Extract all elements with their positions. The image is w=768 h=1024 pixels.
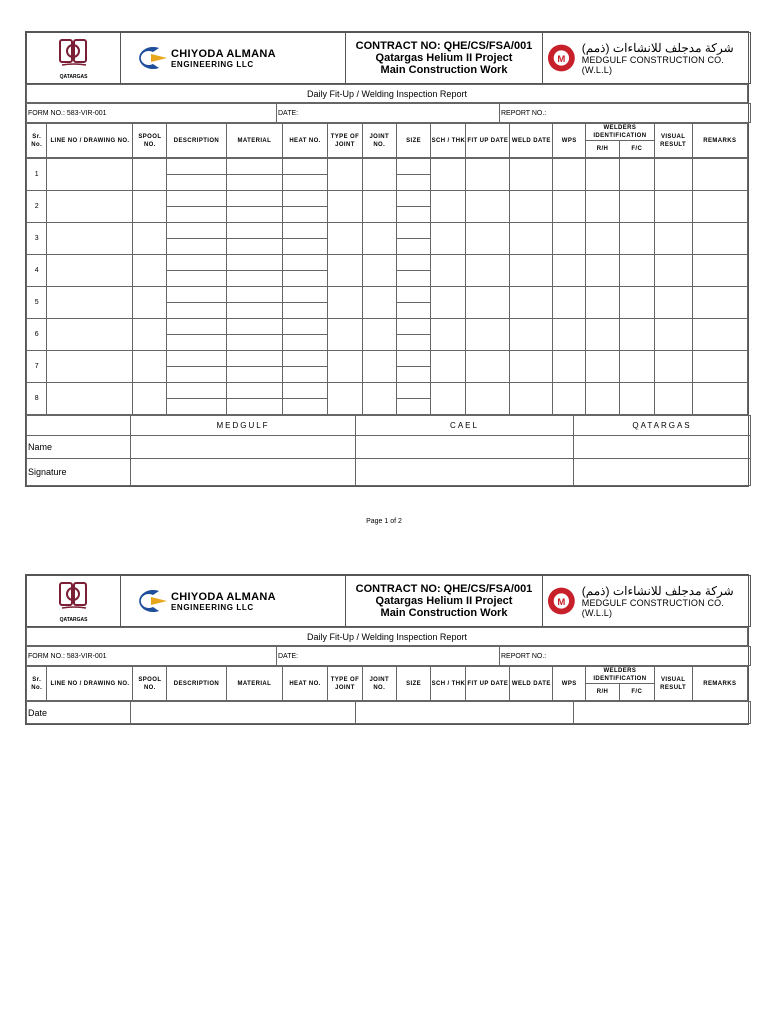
col-line-no: LINE NO / DRAWING NO. [47, 667, 133, 701]
table-cell[interactable] [586, 159, 620, 191]
inspection-table [26, 123, 748, 158]
table-cell[interactable] [396, 159, 431, 191]
table-cell[interactable] [167, 351, 226, 383]
table-cell[interactable] [47, 159, 133, 191]
table-cell[interactable] [133, 319, 167, 351]
table-cell[interactable] [226, 319, 282, 351]
party-medgulf: MEDGULF [131, 416, 356, 436]
col-material: MATERIAL [226, 124, 282, 158]
table-cell[interactable] [619, 319, 654, 351]
table-row [27, 351, 748, 383]
date-row-table [26, 701, 751, 724]
table-cell[interactable] [328, 287, 363, 319]
signoff-blank-header [27, 416, 131, 436]
table-cell[interactable] [133, 351, 167, 383]
company-sub: ENGINEERING LLC [171, 59, 254, 69]
col-type-of-joint: TYPE OF JOINT [328, 667, 363, 701]
table-cell[interactable] [619, 223, 654, 255]
company-name: CHIYODA ALMANA [171, 590, 276, 603]
table-cell[interactable] [283, 255, 328, 287]
medgulf-english-name: MEDGULF CONSTRUCTION CO. (W.L.L) [581, 598, 725, 618]
table-cell[interactable] [133, 191, 167, 223]
form-no-field: FORM NO.: 583-VIR-001 [27, 104, 277, 123]
table-cell[interactable] [167, 319, 226, 351]
table-row [27, 191, 748, 223]
table-cell[interactable] [226, 287, 282, 319]
form-sheet-1 [25, 31, 749, 487]
table-cell[interactable] [586, 223, 620, 255]
table-cell[interactable] [586, 351, 620, 383]
header-table [26, 32, 751, 84]
medgulf-logo-icon [547, 586, 576, 616]
table-cell[interactable] [167, 159, 226, 191]
table-cell[interactable] [328, 223, 363, 255]
col-material: MATERIAL [226, 667, 282, 701]
table-cell[interactable] [431, 223, 466, 255]
name-cael-field[interactable] [356, 436, 574, 459]
col-sr-no: Sr. No. [27, 124, 47, 158]
table-cell[interactable] [283, 319, 328, 351]
table-cell[interactable] [654, 191, 692, 223]
title-table-2 [26, 627, 748, 646]
medgulf-cell [543, 33, 751, 84]
table-cell[interactable] [466, 159, 510, 191]
table-row [27, 383, 748, 415]
table-cell[interactable] [47, 319, 133, 351]
company-name: CHIYODA ALMANA [171, 47, 276, 60]
table-cell[interactable] [362, 287, 396, 319]
page-number: Page 1 of 2 [366, 518, 402, 525]
table-cell[interactable] [396, 287, 431, 319]
report-title: Daily Fit-Up / Welding Inspection Report [27, 628, 748, 646]
table-cell[interactable] [283, 191, 328, 223]
col-size: SIZE [396, 124, 431, 158]
table-cell[interactable] [553, 255, 586, 287]
chiyoda-logo-cell-2 [121, 576, 346, 627]
table-cell[interactable] [510, 191, 553, 223]
table-cell[interactable] [133, 223, 167, 255]
signature-medgulf-field[interactable] [131, 459, 356, 486]
table-cell[interactable] [431, 383, 466, 415]
table-cell[interactable] [226, 159, 282, 191]
table-cell[interactable] [226, 383, 282, 415]
party-cael: CAEL [356, 416, 574, 436]
table-cell[interactable] [226, 191, 282, 223]
table-cell[interactable] [692, 223, 747, 255]
table-cell[interactable] [553, 191, 586, 223]
table-cell[interactable] [167, 223, 226, 255]
table-cell[interactable] [586, 255, 620, 287]
qatargas-logo-icon [54, 579, 94, 619]
medgulf-logo-icon [547, 43, 576, 73]
table-cell[interactable] [586, 383, 620, 415]
name-medgulf-field[interactable] [131, 436, 356, 459]
rows-body [27, 159, 748, 415]
col-fitup-date: FIT UP DATE [466, 124, 510, 158]
table-cell[interactable] [396, 191, 431, 223]
table-cell[interactable] [431, 351, 466, 383]
row-number: 5 [27, 287, 47, 319]
table-cell[interactable] [396, 319, 431, 351]
table-cell[interactable] [466, 351, 510, 383]
contract-no: CONTRACT NO: QHE/CS/FSA/001 [355, 583, 533, 595]
table-cell[interactable] [396, 383, 431, 415]
table-cell[interactable] [167, 383, 226, 415]
col-heat-no: HEAT NO. [283, 667, 328, 701]
report-title: Daily Fit-Up / Welding Inspection Report [27, 85, 748, 103]
table-cell[interactable] [328, 255, 363, 287]
col-rh: R/H [586, 141, 620, 158]
report-no-field[interactable]: REPORT NO.: [500, 647, 751, 666]
table-cell[interactable] [167, 191, 226, 223]
col-type-of-joint: TYPE OF JOINT [328, 124, 363, 158]
table-cell[interactable] [692, 319, 747, 351]
table-cell[interactable] [328, 351, 363, 383]
table-cell[interactable] [283, 287, 328, 319]
medgulf-english-name: MEDGULF CONSTRUCTION CO. (W.L.L) [581, 55, 725, 75]
table-row [27, 223, 748, 255]
form-no-field: FORM NO.: 583-VIR-001 [27, 647, 277, 666]
table-cell[interactable] [654, 287, 692, 319]
table-cell[interactable] [133, 287, 167, 319]
table-cell[interactable] [586, 319, 620, 351]
table-cell[interactable] [47, 351, 133, 383]
col-heat-no: HEAT NO. [283, 124, 328, 158]
table-cell[interactable] [226, 223, 282, 255]
signature-cael-field[interactable] [356, 459, 574, 486]
table-cell[interactable] [328, 319, 363, 351]
table-cell[interactable] [654, 383, 692, 415]
table-cell[interactable] [619, 287, 654, 319]
table-cell[interactable] [553, 383, 586, 415]
table-cell[interactable] [362, 351, 396, 383]
table-cell[interactable] [328, 191, 363, 223]
table-cell[interactable] [619, 191, 654, 223]
table-cell[interactable] [47, 287, 133, 319]
table-cell[interactable] [692, 191, 747, 223]
table-cell[interactable] [362, 159, 396, 191]
col-fc: F/C [619, 141, 654, 158]
date-field[interactable]: DATE: [277, 647, 500, 666]
col-description: DESCRIPTION [167, 124, 226, 158]
table-cell[interactable] [362, 255, 396, 287]
table-cell[interactable] [619, 351, 654, 383]
table-cell[interactable] [586, 191, 620, 223]
col-line-no: LINE NO / DRAWING NO. [47, 124, 133, 158]
form-sheet-2 [25, 574, 749, 725]
form-fields-table-2 [26, 646, 751, 666]
col-remarks: REMARKS [692, 124, 747, 158]
table-cell[interactable] [431, 287, 466, 319]
table-cell[interactable] [167, 255, 226, 287]
col-welders-id: WELDERS IDENTIFICATION [586, 124, 655, 141]
table-cell[interactable] [553, 223, 586, 255]
medgulf-arabic-name: شركة مدجلف للانشاءات (ذمم) [581, 41, 734, 55]
header-table-2 [26, 575, 751, 627]
form-fields-table [26, 103, 751, 123]
table-cell[interactable] [396, 223, 431, 255]
svg-text:M: M [557, 596, 566, 608]
table-cell[interactable] [431, 191, 466, 223]
table-cell[interactable] [553, 351, 586, 383]
col-wps: WPS [553, 667, 586, 701]
chiyoda-logo-cell [121, 33, 346, 84]
col-welders-id: WELDERS IDENTIFICATION [586, 667, 655, 684]
table-cell[interactable] [133, 383, 167, 415]
table-cell[interactable] [619, 255, 654, 287]
work-name: Main Construction Work [380, 607, 508, 619]
table-cell[interactable] [510, 287, 553, 319]
table-cell[interactable] [692, 351, 747, 383]
name-qatargas-field[interactable] [574, 436, 751, 459]
work-name: Main Construction Work [380, 64, 508, 76]
col-wps: WPS [553, 124, 586, 158]
col-size: SIZE [396, 667, 431, 701]
table-cell[interactable] [431, 319, 466, 351]
table-cell[interactable] [133, 255, 167, 287]
qatargas-logo-icon [54, 36, 94, 76]
date-cael-field[interactable] [356, 702, 574, 724]
contract-cell [346, 33, 543, 84]
table-cell[interactable] [47, 223, 133, 255]
col-weld-date: WELD DATE [510, 124, 553, 158]
table-cell[interactable] [510, 223, 553, 255]
table-cell[interactable] [328, 159, 363, 191]
signature-qatargas-field[interactable] [574, 459, 751, 486]
col-description: DESCRIPTION [167, 667, 226, 701]
col-joint-no: JOINT NO. [362, 124, 396, 158]
col-joint-no: JOINT NO. [362, 667, 396, 701]
table-cell[interactable] [466, 255, 510, 287]
table-cell[interactable] [466, 191, 510, 223]
party-qatargas: QATARGAS [574, 416, 751, 436]
qatargas-logo-text: QATARGAS [59, 74, 88, 80]
col-visual-result: VISUAL RESULT [654, 667, 692, 701]
table-row [27, 287, 748, 319]
table-cell[interactable] [47, 383, 133, 415]
data-rows-table [26, 158, 748, 415]
table-cell[interactable] [283, 351, 328, 383]
svg-text:M: M [557, 53, 566, 65]
date-label: Date [27, 702, 131, 724]
row-number: 4 [27, 255, 47, 287]
signature-label: Signature [27, 459, 131, 486]
table-cell[interactable] [283, 383, 328, 415]
table-row [27, 319, 748, 351]
inspection-table-2 [26, 666, 748, 701]
row-number: 3 [27, 223, 47, 255]
table-cell[interactable] [167, 287, 226, 319]
col-fitup-date: FIT UP DATE [466, 667, 510, 701]
table-cell[interactable] [362, 319, 396, 351]
col-spool-no: SPOOL NO. [133, 124, 167, 158]
table-cell[interactable] [586, 287, 620, 319]
row-number: 1 [27, 159, 47, 191]
table-cell[interactable] [283, 223, 328, 255]
qatargas-logo [27, 33, 121, 84]
medgulf-arabic-name: شركة مدجلف للانشاءات (ذمم) [581, 584, 734, 598]
qatargas-logo-2 [27, 576, 121, 627]
table-cell[interactable] [466, 287, 510, 319]
table-cell[interactable] [654, 319, 692, 351]
row-number: 7 [27, 351, 47, 383]
signoff-table [26, 415, 751, 486]
table-cell[interactable] [431, 255, 466, 287]
table-cell[interactable] [466, 223, 510, 255]
table-row [27, 255, 748, 287]
table-cell[interactable] [362, 383, 396, 415]
col-visual-result: VISUAL RESULT [654, 124, 692, 158]
contract-cell-2 [346, 576, 543, 627]
table-cell[interactable] [553, 319, 586, 351]
table-cell[interactable] [510, 319, 553, 351]
col-sch-thk: SCH / THK [431, 667, 466, 701]
table-cell[interactable] [283, 159, 328, 191]
col-weld-date: WELD DATE [510, 667, 553, 701]
row-number: 2 [27, 191, 47, 223]
table-cell[interactable] [362, 223, 396, 255]
table-row [27, 159, 748, 191]
table-cell[interactable] [133, 159, 167, 191]
qatargas-logo-text: QATARGAS [59, 617, 88, 623]
col-spool-no: SPOOL NO. [133, 667, 167, 701]
table-cell[interactable] [396, 255, 431, 287]
table-cell[interactable] [654, 223, 692, 255]
table-cell[interactable] [510, 351, 553, 383]
col-sr-no: Sr. No. [27, 667, 47, 701]
date-field[interactable]: DATE: [277, 104, 500, 123]
table-cell[interactable] [47, 191, 133, 223]
table-cell[interactable] [466, 319, 510, 351]
chiyoda-logo-icon [129, 44, 169, 72]
table-cell[interactable] [431, 159, 466, 191]
row-number: 6 [27, 319, 47, 351]
date-medgulf-field[interactable] [131, 702, 356, 724]
project-name: Qatargas Helium II Project [375, 52, 513, 64]
col-fc: F/C [619, 684, 654, 701]
table-cell[interactable] [654, 255, 692, 287]
table-cell[interactable] [396, 351, 431, 383]
table-cell[interactable] [553, 287, 586, 319]
table-cell[interactable] [510, 159, 553, 191]
company-sub: ENGINEERING LLC [171, 602, 254, 612]
table-cell[interactable] [692, 287, 747, 319]
table-cell[interactable] [47, 255, 133, 287]
contract-no: CONTRACT NO: QHE/CS/FSA/001 [355, 40, 533, 52]
col-rh: R/H [586, 684, 620, 701]
table-cell[interactable] [466, 383, 510, 415]
table-cell[interactable] [362, 191, 396, 223]
report-no-field[interactable]: REPORT NO.: [500, 104, 751, 123]
table-cell[interactable] [619, 383, 654, 415]
col-sch-thk: SCH / THK [431, 124, 466, 158]
table-cell[interactable] [692, 159, 747, 191]
table-cell[interactable] [553, 159, 586, 191]
title-table [26, 84, 748, 103]
chiyoda-logo-icon [129, 587, 169, 615]
table-cell[interactable] [692, 255, 747, 287]
row-number: 8 [27, 383, 47, 415]
table-cell[interactable] [328, 383, 363, 415]
table-cell[interactable] [654, 351, 692, 383]
date-qatargas-field[interactable] [574, 702, 751, 724]
name-label: Name [27, 436, 131, 459]
table-cell[interactable] [692, 383, 747, 415]
table-cell[interactable] [510, 255, 553, 287]
medgulf-cell-2 [543, 576, 751, 627]
table-cell[interactable] [226, 255, 282, 287]
table-cell[interactable] [510, 383, 553, 415]
table-cell[interactable] [226, 351, 282, 383]
project-name: Qatargas Helium II Project [375, 595, 513, 607]
col-remarks: REMARKS [692, 667, 747, 701]
table-cell[interactable] [619, 159, 654, 191]
table-cell[interactable] [654, 159, 692, 191]
